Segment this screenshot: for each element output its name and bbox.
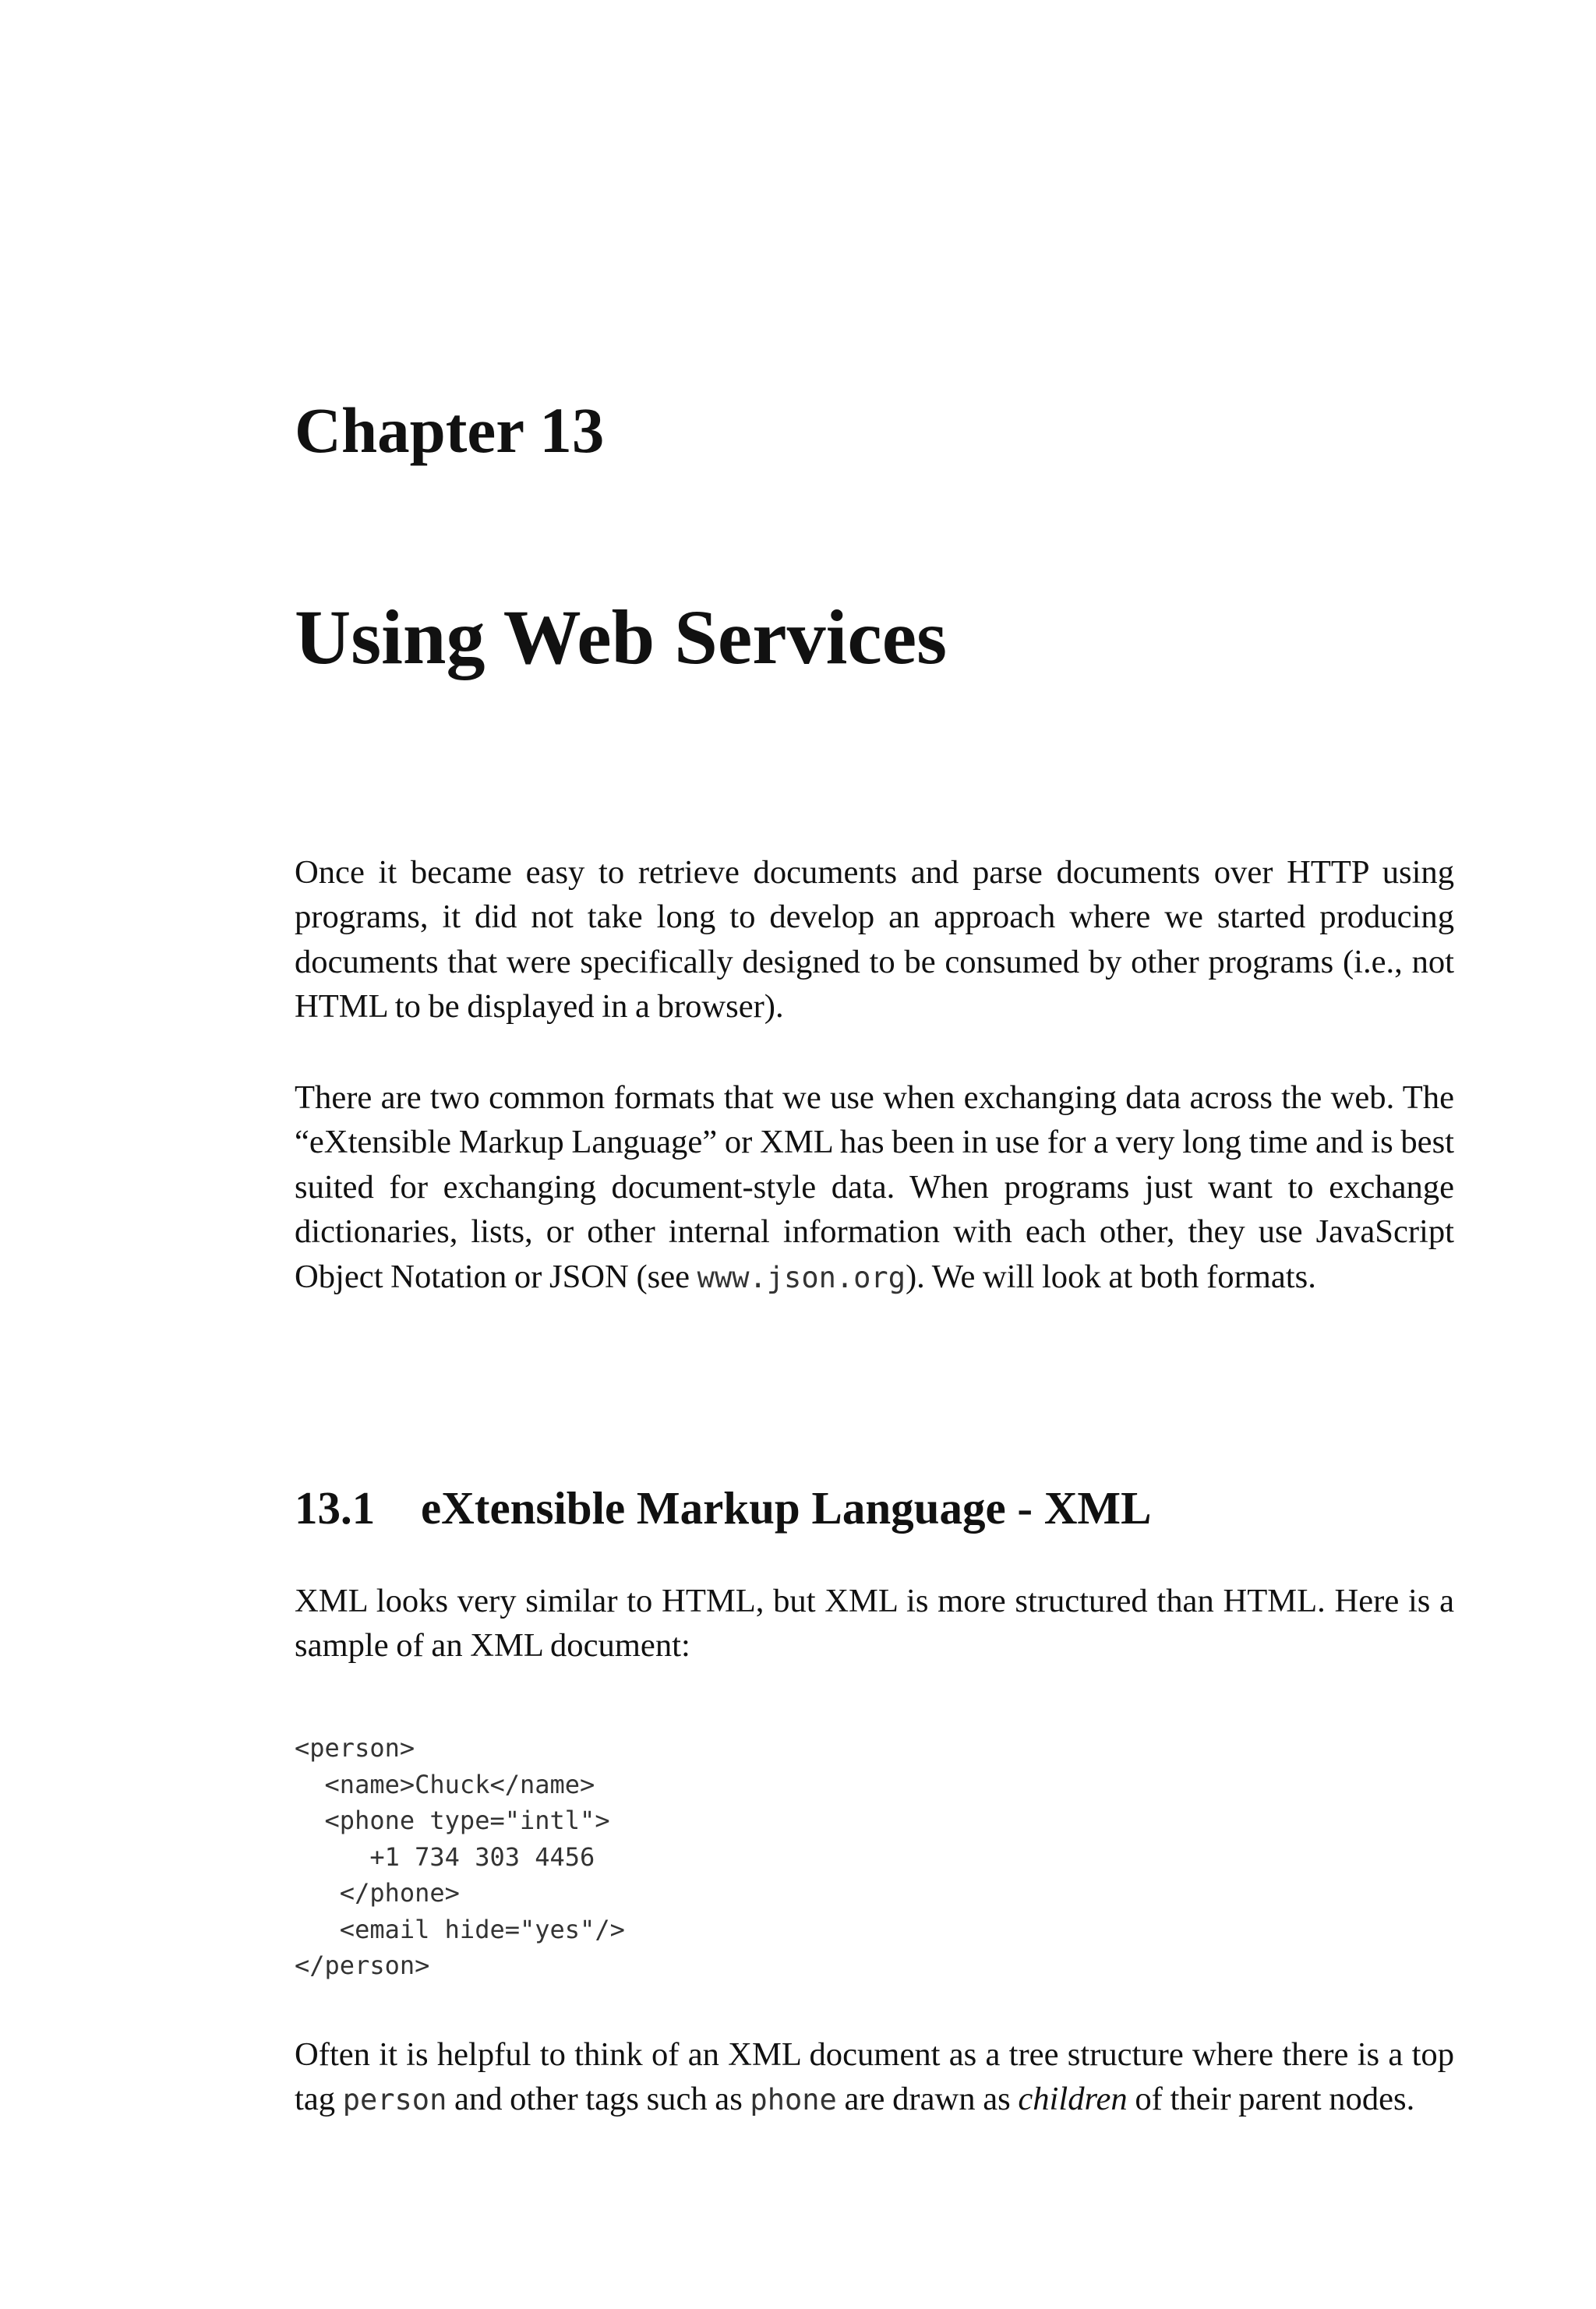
- intro-paragraph-2: [295, 1075, 1454, 1300]
- emphasis-children: children: [1018, 2081, 1128, 2118]
- inline-code-phone: phone: [750, 2083, 837, 2117]
- section-paragraph-2-text-a: Often it is helpful to think of an XML document as a tree structure where there is a top tag: [295, 2036, 1454, 2118]
- chapter-label: Chapter 13: [295, 394, 605, 466]
- section-paragraph-2-text-b: and other tags such as: [447, 2081, 750, 2118]
- json-org-link: www.json.org: [697, 1260, 906, 1294]
- chapter-title: Using Web Services: [295, 594, 948, 680]
- intro-paragraph-1: Once it became easy to retrieve documents and parse documents over HTTP using programs, it did not take long to develop an approach where we started producing documents that were specifically designed to be consumed by other programs (i.e., not HTML to be displayed in a browser).: [295, 854, 1454, 1026]
- section-paragraph-2-text-c: are drawn as: [836, 2081, 1019, 2118]
- section-heading: [295, 1481, 1151, 1536]
- intro-paragraph-2-text-b: ). We will look at both formats.: [905, 1258, 1316, 1295]
- section-number: 13.1: [295, 1482, 376, 1534]
- inline-code-person: person: [342, 2083, 447, 2117]
- intro-paragraph-2-text-a: There are two common formats that we use when exchanging data across the web. The “eXtensible Markup Language” or XML has been in use for a very long time and is best suited for exchanging document-style data. When programs just want to exchange dictionaries, lists, or other internal information with each other, they use JavaScript Object Notation or JSON (see: [295, 1079, 1454, 1295]
- xml-code-sample: <person> <name>Chuck</name> <phone type="intl"> +1 734 303 4456 </phone> <email hide="yes"/> </person>: [295, 1733, 625, 1980]
- section-paragraph-2: [295, 2032, 1454, 2123]
- section-paragraph-1: XML looks very similar to HTML, but XML is more structured than HTML. Here is a sample of an XML document:: [295, 1583, 1454, 1665]
- section-paragraph-2-text-d: of their parent nodes.: [1127, 2081, 1415, 2118]
- section-title: eXtensible Markup Language - XML: [421, 1482, 1152, 1534]
